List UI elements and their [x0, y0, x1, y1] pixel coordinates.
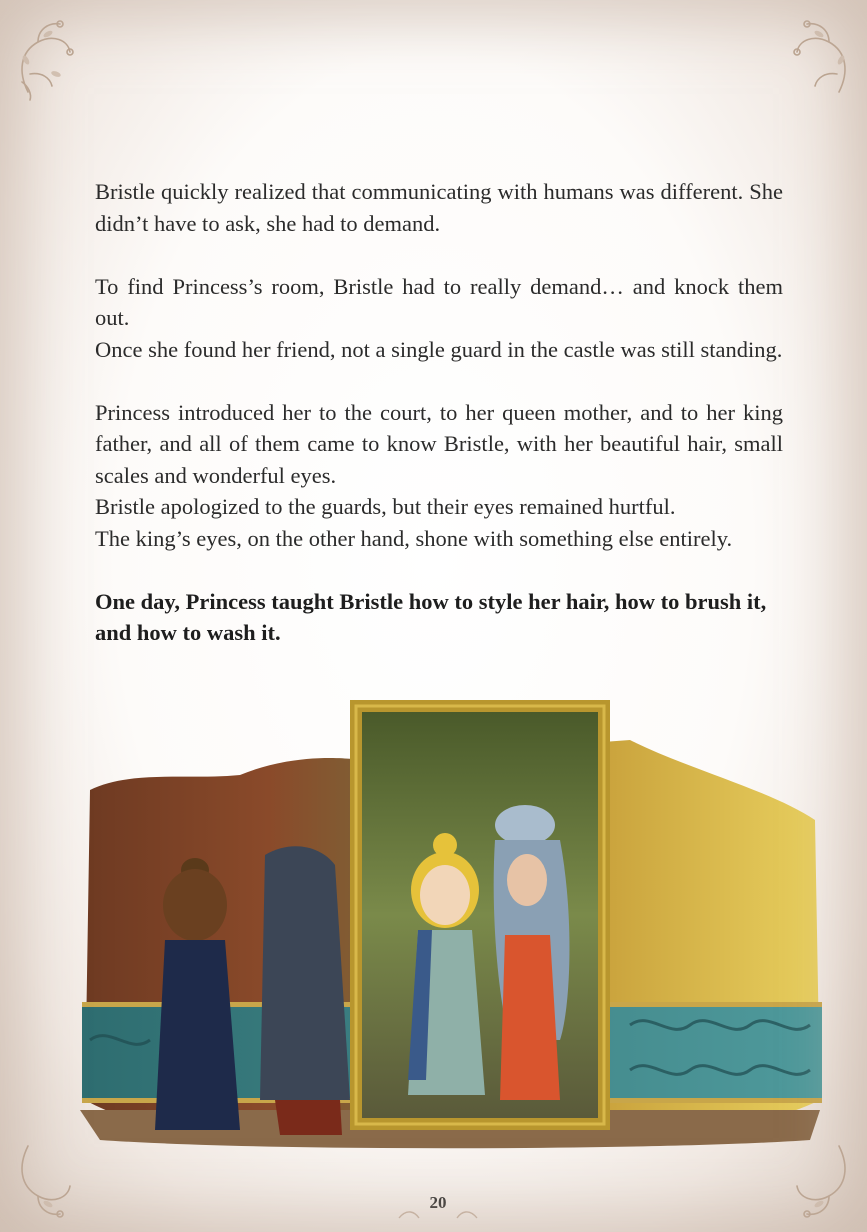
paragraph: To find Princess’s room, Bristle had to really demand… and knock them out. — [95, 273, 783, 330]
corner-ornament-icon — [769, 12, 859, 102]
paragraph: Princess introduced her to the court, to her queen mother, and to her king father, and all of them came to know Bristle, with her beautiful hair, small scales and wonderful eyes. — [95, 399, 783, 488]
bold-paragraph: One day, Princess taught Bristle how to style her hair, how to brush it, and how to wash it. — [95, 588, 767, 645]
paragraph: Once she found her friend, not a single guard in the castle was still standing. — [95, 336, 783, 362]
paragraph: Bristle quickly realized that communicating with humans was different. She didn’t have to ask, she had to demand. — [95, 179, 783, 236]
paragraph: Bristle apologized to the guards, but their eyes remained hurtful. — [95, 494, 676, 519]
corner-ornament-icon — [8, 12, 98, 102]
paragraph: The king’s eyes, on the other hand, shone with something else entirely. — [95, 525, 733, 551]
page-number: 20 — [429, 1193, 447, 1212]
mirror-scene-illustration — [70, 680, 830, 1155]
story-text — [95, 176, 783, 649]
